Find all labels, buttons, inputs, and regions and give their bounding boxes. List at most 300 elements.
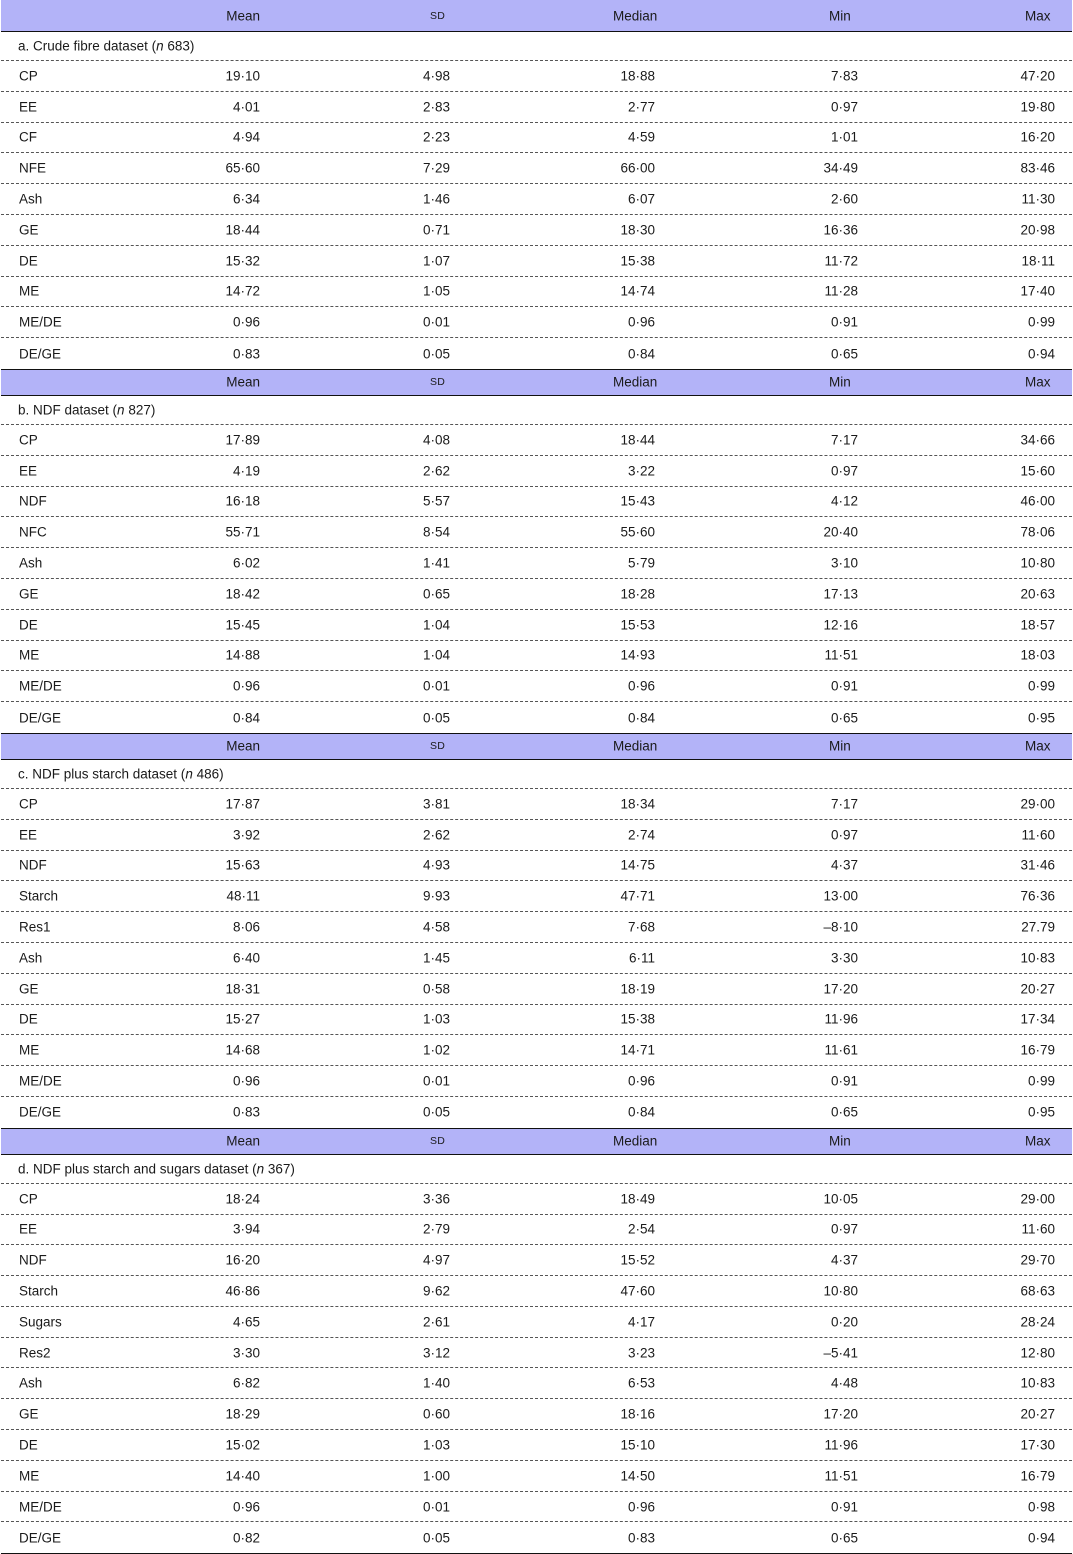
cell-median: 14·71 xyxy=(620,1042,655,1058)
row-label: EE xyxy=(19,463,38,479)
column-header-min: Min xyxy=(829,738,851,754)
cell-median: 66·00 xyxy=(620,160,655,176)
cell-sd: 0·05 xyxy=(422,1104,450,1120)
row-label: Ash xyxy=(19,1375,43,1391)
table-row xyxy=(1,641,1072,672)
cell-mean: 4·19 xyxy=(232,463,260,479)
table-row xyxy=(1,487,1072,518)
cell-sd: 1·04 xyxy=(422,647,450,663)
table-row xyxy=(1,881,1072,912)
row-label: ME/DE xyxy=(19,1499,62,1515)
cell-median: 47·71 xyxy=(620,888,655,904)
table-row xyxy=(1,425,1072,456)
cell-sd: 8·54 xyxy=(422,524,450,540)
cell-sd: 2·61 xyxy=(422,1314,450,1330)
cell-sd: 0·01 xyxy=(422,1499,450,1515)
cell-sd: 2·79 xyxy=(422,1221,450,1237)
cell-median: 14·75 xyxy=(620,857,655,873)
cell-mean: 3·30 xyxy=(232,1345,260,1361)
row-label: ME xyxy=(19,647,40,663)
cell-sd: 2·23 xyxy=(422,129,450,145)
cell-max: 11·60 xyxy=(1021,827,1055,843)
table-row xyxy=(1,517,1072,548)
cell-mean: 18·29 xyxy=(225,1406,260,1422)
table-row xyxy=(1,338,1072,369)
section-title-text xyxy=(18,1161,295,1176)
cell-median: 15·38 xyxy=(620,253,655,269)
cell-max: 0·99 xyxy=(1027,1073,1055,1089)
cell-median: 0·96 xyxy=(627,678,655,694)
row-label: NFC xyxy=(19,524,47,540)
cell-sd: 0·05 xyxy=(422,710,450,726)
table-row xyxy=(1,1245,1072,1276)
cell-median: 15·38 xyxy=(620,1011,655,1027)
cell-median: 4·59 xyxy=(627,129,655,145)
cell-min: 0·97 xyxy=(830,1221,858,1237)
table-row xyxy=(1,1215,1072,1246)
cell-mean: 16·20 xyxy=(225,1252,260,1268)
cell-mean: 0·96 xyxy=(232,314,260,330)
cell-median: 0·83 xyxy=(627,1530,655,1546)
row-label: GE xyxy=(19,586,39,602)
cell-median: 2·74 xyxy=(627,827,655,843)
cell-mean: 6·34 xyxy=(232,191,260,207)
cell-min: 13·00 xyxy=(823,888,858,904)
cell-max: 0·94 xyxy=(1027,346,1055,362)
cell-min: –5·41 xyxy=(823,1345,858,1361)
row-label: DE xyxy=(19,617,38,633)
table-row xyxy=(1,1097,1072,1128)
cell-mean: 8·06 xyxy=(232,919,260,935)
cell-min: 11·72 xyxy=(824,253,858,269)
column-header-row xyxy=(1,369,1072,396)
cell-max: 76·36 xyxy=(1020,888,1055,904)
cell-min: 0·91 xyxy=(830,1499,858,1515)
cell-median: 5·79 xyxy=(627,555,655,571)
cell-min: 34·49 xyxy=(823,160,858,176)
cell-sd: 4·97 xyxy=(422,1252,450,1268)
cell-min: 10·05 xyxy=(823,1191,858,1207)
cell-sd: 7·29 xyxy=(422,160,450,176)
row-label: Sugars xyxy=(19,1314,62,1330)
cell-median: 15·43 xyxy=(620,493,655,509)
column-header-mean: Mean xyxy=(226,8,260,23)
table-row xyxy=(1,1338,1072,1369)
row-label: Starch xyxy=(19,1283,59,1299)
cell-max: 29·70 xyxy=(1020,1252,1055,1268)
row-label: ME xyxy=(19,1468,40,1484)
cell-median: 14·50 xyxy=(620,1468,655,1484)
cell-max: 11·60 xyxy=(1021,1221,1055,1237)
cell-sd: 1·03 xyxy=(422,1437,450,1453)
cell-median: 2·77 xyxy=(627,99,655,115)
cell-mean: 0·96 xyxy=(232,1499,260,1515)
cell-sd: 1·40 xyxy=(422,1375,450,1391)
column-header-mean: Mean xyxy=(226,738,260,754)
cell-mean: 18·24 xyxy=(225,1191,260,1207)
cell-sd: 4·08 xyxy=(422,432,450,448)
cell-max: 0·99 xyxy=(1027,678,1055,694)
row-label: DE/GE xyxy=(19,346,62,362)
column-header-row xyxy=(1,1128,1072,1155)
cell-median: 6·11 xyxy=(628,950,655,966)
cell-min: 11·96 xyxy=(824,1011,858,1027)
cell-mean: 18·42 xyxy=(225,586,260,602)
cell-mean: 14·72 xyxy=(225,283,260,299)
cell-max: 68·63 xyxy=(1020,1283,1055,1299)
cell-mean: 3·92 xyxy=(232,827,260,843)
cell-mean: 0·96 xyxy=(232,1073,260,1089)
column-header-row xyxy=(1,733,1072,760)
cell-median: 15·52 xyxy=(620,1252,655,1268)
cell-min: 7·17 xyxy=(830,796,858,812)
table-row xyxy=(1,1399,1072,1430)
cell-mean: 4·94 xyxy=(232,129,260,145)
cell-max: 20·27 xyxy=(1020,1406,1055,1422)
cell-mean: 15·63 xyxy=(225,857,260,873)
cell-median: 47·60 xyxy=(620,1283,655,1299)
row-label: CP xyxy=(19,796,38,812)
cell-mean: 0·84 xyxy=(232,710,260,726)
row-label: NDF xyxy=(19,1252,47,1268)
table-row xyxy=(1,974,1072,1005)
cell-sd: 3·36 xyxy=(422,1191,450,1207)
cell-median: 18·44 xyxy=(620,432,655,448)
cell-max: 16·79 xyxy=(1020,1468,1055,1484)
cell-median: 18·88 xyxy=(620,68,655,84)
cell-min: 0·65 xyxy=(830,1530,858,1546)
cell-sd: 0·58 xyxy=(422,981,450,997)
cell-min: 10·80 xyxy=(823,1283,858,1299)
table-row xyxy=(1,1492,1072,1523)
cell-mean: 3·94 xyxy=(232,1221,260,1237)
cell-sd: 5·57 xyxy=(422,493,450,509)
cell-sd: 0·01 xyxy=(422,314,450,330)
cell-mean: 15·02 xyxy=(225,1437,260,1453)
cell-min: 3·30 xyxy=(830,950,858,966)
section-title xyxy=(1,396,1072,425)
cell-median: 18·16 xyxy=(620,1406,655,1422)
section-title-n: n xyxy=(256,1161,265,1177)
table-row xyxy=(1,246,1072,277)
cell-min: 17·20 xyxy=(823,1406,858,1422)
cell-sd: 0·60 xyxy=(422,1406,450,1422)
table-row xyxy=(1,277,1072,308)
table-row xyxy=(1,912,1072,943)
cell-min: 17·13 xyxy=(823,586,858,602)
cell-max: 29·00 xyxy=(1020,1191,1055,1207)
cell-sd: 4·93 xyxy=(422,857,450,873)
cell-max: 10·83 xyxy=(1020,950,1055,966)
cell-sd: 2·83 xyxy=(422,99,450,115)
cell-min: 20·40 xyxy=(823,524,858,540)
cell-min: 0·91 xyxy=(830,1073,858,1089)
cell-mean: 17·87 xyxy=(225,796,260,812)
cell-min: 16·36 xyxy=(823,222,858,238)
cell-min: 0·65 xyxy=(830,710,858,726)
cell-sd: 0·05 xyxy=(422,1530,450,1546)
cell-min: 11·61 xyxy=(824,1042,858,1058)
cell-min: 11·51 xyxy=(824,1468,858,1484)
cell-max: 20·27 xyxy=(1020,981,1055,997)
cell-mean: 65·60 xyxy=(225,160,260,176)
cell-mean: 0·82 xyxy=(232,1530,260,1546)
table-row xyxy=(1,215,1072,246)
column-header-sd: SD xyxy=(430,9,446,22)
table-row xyxy=(1,943,1072,974)
column-header-max: Max xyxy=(1025,8,1051,23)
table-row xyxy=(1,92,1072,123)
cell-min: 4·48 xyxy=(830,1375,858,1391)
cell-sd: 0·05 xyxy=(422,346,450,362)
row-label: Starch xyxy=(19,888,59,904)
cell-mean: 0·96 xyxy=(232,678,260,694)
cell-median: 55·60 xyxy=(620,524,655,540)
table-row xyxy=(1,820,1072,851)
section-title-suffix: 827) xyxy=(124,402,156,418)
cell-sd: 1·05 xyxy=(422,283,450,299)
section-title-prefix: d. NDF plus starch and sugars dataset ( xyxy=(18,1161,257,1177)
cell-min: 11·51 xyxy=(824,647,858,663)
section-title-prefix: c. NDF plus starch dataset ( xyxy=(18,766,186,782)
cell-min: 0·91 xyxy=(830,314,858,330)
cell-median: 6·53 xyxy=(627,1375,655,1391)
cell-median: 18·34 xyxy=(620,796,655,812)
section-title-suffix: 486) xyxy=(192,766,224,782)
cell-max: 10·80 xyxy=(1020,555,1055,571)
cell-mean: 55·71 xyxy=(225,524,260,540)
cell-sd: 4·58 xyxy=(422,919,450,935)
cell-min: 0·97 xyxy=(830,99,858,115)
column-header-median: Median xyxy=(613,8,658,23)
cell-max: 16·79 xyxy=(1020,1042,1055,1058)
cell-max: 12·80 xyxy=(1020,1345,1055,1361)
cell-sd: 4·98 xyxy=(422,68,450,84)
cell-max: 29·00 xyxy=(1020,796,1055,812)
cell-min: 3·10 xyxy=(830,555,858,571)
cell-median: 15·53 xyxy=(620,617,655,633)
cell-mean: 19·10 xyxy=(225,68,260,84)
table-row xyxy=(1,1368,1072,1399)
section-title-n: n xyxy=(156,38,164,54)
cell-sd: 3·12 xyxy=(422,1345,450,1361)
cell-mean: 15·45 xyxy=(225,617,260,633)
cell-median: 18·30 xyxy=(620,222,655,238)
row-label: DE xyxy=(19,1011,38,1027)
cell-max: 17·30 xyxy=(1020,1437,1055,1453)
cell-median: 18·49 xyxy=(620,1191,655,1207)
cell-max: 0·95 xyxy=(1027,1104,1055,1120)
cell-median: 18·28 xyxy=(620,586,655,602)
table-row xyxy=(1,1184,1072,1215)
cell-median: 3·23 xyxy=(627,1345,655,1361)
column-header-sd: SD xyxy=(430,740,446,753)
row-label: ME xyxy=(19,283,40,299)
cell-min: 11·96 xyxy=(824,1437,858,1453)
cell-min: 1·01 xyxy=(830,129,858,145)
row-label: CP xyxy=(19,432,38,448)
table-row xyxy=(1,184,1072,215)
cell-max: 0·95 xyxy=(1027,710,1055,726)
cell-sd: 0·01 xyxy=(422,1073,450,1089)
cell-max: 0·98 xyxy=(1027,1499,1055,1515)
cell-max: 34·66 xyxy=(1020,432,1055,448)
row-label: ME/DE xyxy=(19,678,62,694)
row-label: ME/DE xyxy=(19,314,62,330)
column-header-mean: Mean xyxy=(226,374,260,390)
row-label: EE xyxy=(19,827,38,843)
cell-min: 4·12 xyxy=(830,493,858,509)
cell-median: 7·68 xyxy=(627,919,655,935)
section-title-text xyxy=(18,402,155,417)
row-label: NFE xyxy=(19,160,46,176)
cell-mean: 6·82 xyxy=(232,1375,260,1391)
column-header-max: Max xyxy=(1025,738,1051,754)
table-row xyxy=(1,702,1072,733)
cell-sd: 1·46 xyxy=(422,191,450,207)
section-title-prefix: a. Crude fibre dataset ( xyxy=(18,38,157,54)
cell-sd: 2·62 xyxy=(422,827,450,843)
column-header-row xyxy=(1,0,1072,32)
cell-max: 11·30 xyxy=(1021,191,1055,207)
cell-sd: 0·65 xyxy=(422,586,450,602)
table-row xyxy=(1,1276,1072,1307)
table-row xyxy=(1,671,1072,702)
column-header-min: Min xyxy=(829,1133,851,1149)
section-title xyxy=(1,32,1072,61)
cell-max: 18·11 xyxy=(1021,253,1055,269)
cell-sd: 1·00 xyxy=(422,1468,450,1484)
cell-median: 14·93 xyxy=(620,647,655,663)
table-row xyxy=(1,1066,1072,1097)
column-header-max: Max xyxy=(1025,374,1051,390)
cell-median: 15·10 xyxy=(620,1437,655,1453)
section-title xyxy=(1,760,1072,789)
row-label: ME/DE xyxy=(19,1073,62,1089)
table-row xyxy=(1,1430,1072,1461)
cell-sd: 3·81 xyxy=(422,796,450,812)
cell-sd: 9·62 xyxy=(422,1283,450,1299)
row-label: NDF xyxy=(19,493,47,509)
cell-median: 0·96 xyxy=(627,314,655,330)
cell-max: 15·60 xyxy=(1020,463,1055,479)
table-row xyxy=(1,548,1072,579)
cell-mean: 18·31 xyxy=(225,981,260,997)
cell-max: 17·40 xyxy=(1020,283,1055,299)
cell-sd: 1·45 xyxy=(422,950,450,966)
cell-max: 17·34 xyxy=(1020,1011,1055,1027)
table-row xyxy=(1,1307,1072,1338)
row-label: GE xyxy=(19,981,39,997)
cell-median: 0·96 xyxy=(627,1073,655,1089)
row-label: DE/GE xyxy=(19,1104,62,1120)
cell-mean: 6·02 xyxy=(232,555,260,571)
cell-mean: 4·01 xyxy=(232,99,260,115)
cell-mean: 15·32 xyxy=(225,253,260,269)
cell-sd: 0·71 xyxy=(422,222,450,238)
cell-mean: 0·83 xyxy=(232,1104,260,1120)
cell-max: 78·06 xyxy=(1020,524,1055,540)
cell-max: 27.79 xyxy=(1021,919,1055,935)
table-row xyxy=(1,123,1072,154)
cell-min: 0·91 xyxy=(830,678,858,694)
cell-mean: 17·89 xyxy=(225,432,260,448)
cell-sd: 0·01 xyxy=(422,678,450,694)
cell-max: 0·99 xyxy=(1027,314,1055,330)
cell-min: 0·20 xyxy=(830,1314,858,1330)
cell-mean: 6·40 xyxy=(232,950,260,966)
row-label: DE/GE xyxy=(19,710,62,726)
cell-mean: 46·86 xyxy=(225,1283,260,1299)
row-label: ME xyxy=(19,1042,40,1058)
cell-min: 0·97 xyxy=(830,463,858,479)
column-header-min: Min xyxy=(829,374,851,390)
cell-min: 7·83 xyxy=(830,68,858,84)
cell-min: 0·65 xyxy=(830,1104,858,1120)
cell-mean: 0·83 xyxy=(232,346,260,362)
cell-min: 4·37 xyxy=(830,857,858,873)
section-title-prefix: b. NDF dataset ( xyxy=(18,402,118,418)
row-label: Ash xyxy=(19,555,43,571)
cell-min: 11·28 xyxy=(824,283,858,299)
cell-mean: 16·18 xyxy=(225,493,260,509)
cell-median: 0·84 xyxy=(627,1104,655,1120)
cell-min: 12·16 xyxy=(823,617,858,633)
row-label: Res1 xyxy=(19,919,51,935)
row-label: DE/GE xyxy=(19,1530,62,1546)
cell-max: 20·98 xyxy=(1020,222,1055,238)
cell-min: 4·37 xyxy=(830,1252,858,1268)
table-row xyxy=(1,456,1072,487)
column-header-sd: SD xyxy=(430,376,446,389)
table-row xyxy=(1,1035,1072,1066)
row-label: Ash xyxy=(19,191,43,207)
cell-min: –8·10 xyxy=(823,919,858,935)
cell-mean: 14·68 xyxy=(225,1042,260,1058)
table-row xyxy=(1,610,1072,641)
cell-sd: 1·04 xyxy=(422,617,450,633)
row-label: Ash xyxy=(19,950,43,966)
cell-median: 0·84 xyxy=(627,346,655,362)
cell-median: 18·19 xyxy=(620,981,655,997)
row-label: CF xyxy=(19,129,37,145)
row-label: DE xyxy=(19,1437,38,1453)
section-title-n: n xyxy=(185,766,193,782)
row-label: GE xyxy=(19,1406,39,1422)
row-label: GE xyxy=(19,222,39,238)
cell-max: 28·24 xyxy=(1020,1314,1055,1330)
cell-max: 18·03 xyxy=(1020,647,1055,663)
cell-max: 0·94 xyxy=(1027,1530,1055,1546)
cell-median: 3·22 xyxy=(627,463,655,479)
column-header-median: Median xyxy=(613,374,658,390)
cell-mean: 48·11 xyxy=(226,888,260,904)
cell-max: 20·63 xyxy=(1020,586,1055,602)
cell-min: 0·65 xyxy=(830,346,858,362)
cell-mean: 18·44 xyxy=(225,222,260,238)
cell-min: 17·20 xyxy=(823,981,858,997)
table-row xyxy=(1,1005,1072,1036)
table-row xyxy=(1,1522,1072,1553)
row-label: NDF xyxy=(19,857,47,873)
section-title-suffix: 683) xyxy=(163,38,195,54)
cell-max: 16·20 xyxy=(1020,129,1055,145)
cell-median: 0·84 xyxy=(627,710,655,726)
cell-max: 31·46 xyxy=(1020,857,1055,873)
cell-sd: 1·02 xyxy=(422,1042,450,1058)
cell-min: 7·17 xyxy=(830,432,858,448)
cell-max: 83·46 xyxy=(1020,160,1055,176)
